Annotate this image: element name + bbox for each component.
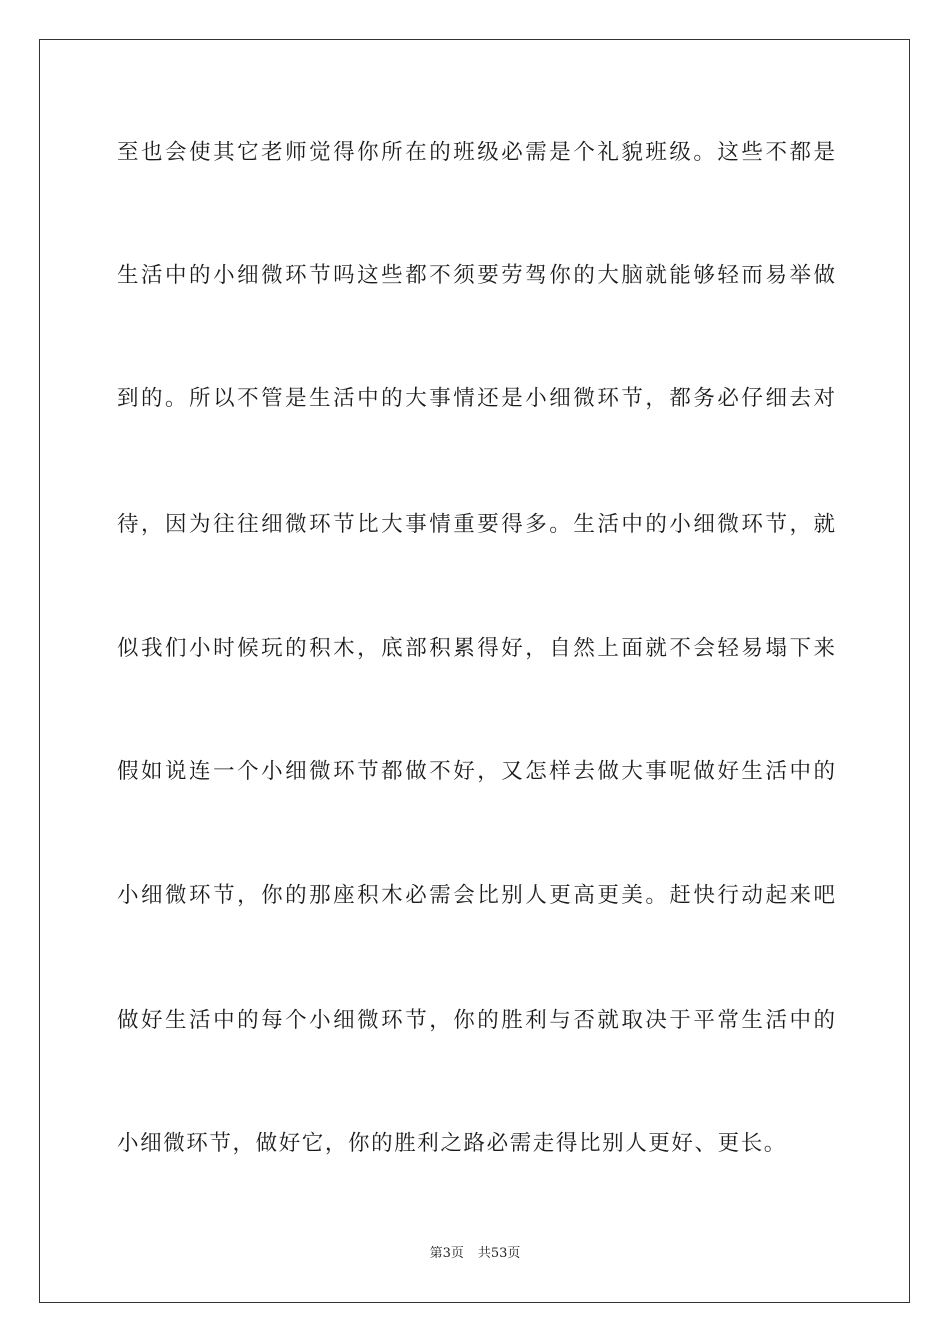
page-total: 共53页 — [477, 1246, 521, 1261]
page-border — [39, 39, 910, 1303]
body-text-line-3: 到的。所以不管是生活中的大事情还是小细微环节，都务必仔细去对 — [117, 386, 835, 411]
body-text-line-1: 至也会使其它老师觉得你所在的班级必需是个礼貌班级。这些不都是 — [117, 140, 835, 165]
body-text-line-5: 似我们小时候玩的积木，底部积累得好，自然上面就不会轻易塌下来 — [117, 636, 835, 661]
body-text-line-2: 生活中的小细微环节吗这些都不须要劳驾你的大脑就能够轻而易举做 — [117, 263, 835, 288]
body-text-line-6: 假如说连一个小细微环节都做不好，又怎样去做大事呢做好生活中的 — [117, 759, 835, 784]
page-number: 第3页 — [429, 1246, 464, 1261]
body-text-line-8: 做好生活中的每个小细微环节，你的胜利与否就取决于平常生活中的 — [117, 1008, 835, 1033]
body-text-line-9: 小细微环节，做好它，你的胜利之路必需走得比别人更好、更长。 — [117, 1131, 787, 1156]
page-footer — [0, 1245, 950, 1263]
body-text-line-7: 小细微环节，你的那座积木必需会比别人更高更美。赶快行动起来吧 — [117, 883, 835, 908]
body-text-line-4: 待，因为往往细微环节比大事情重要得多。生活中的小细微环节，就 — [117, 512, 835, 537]
